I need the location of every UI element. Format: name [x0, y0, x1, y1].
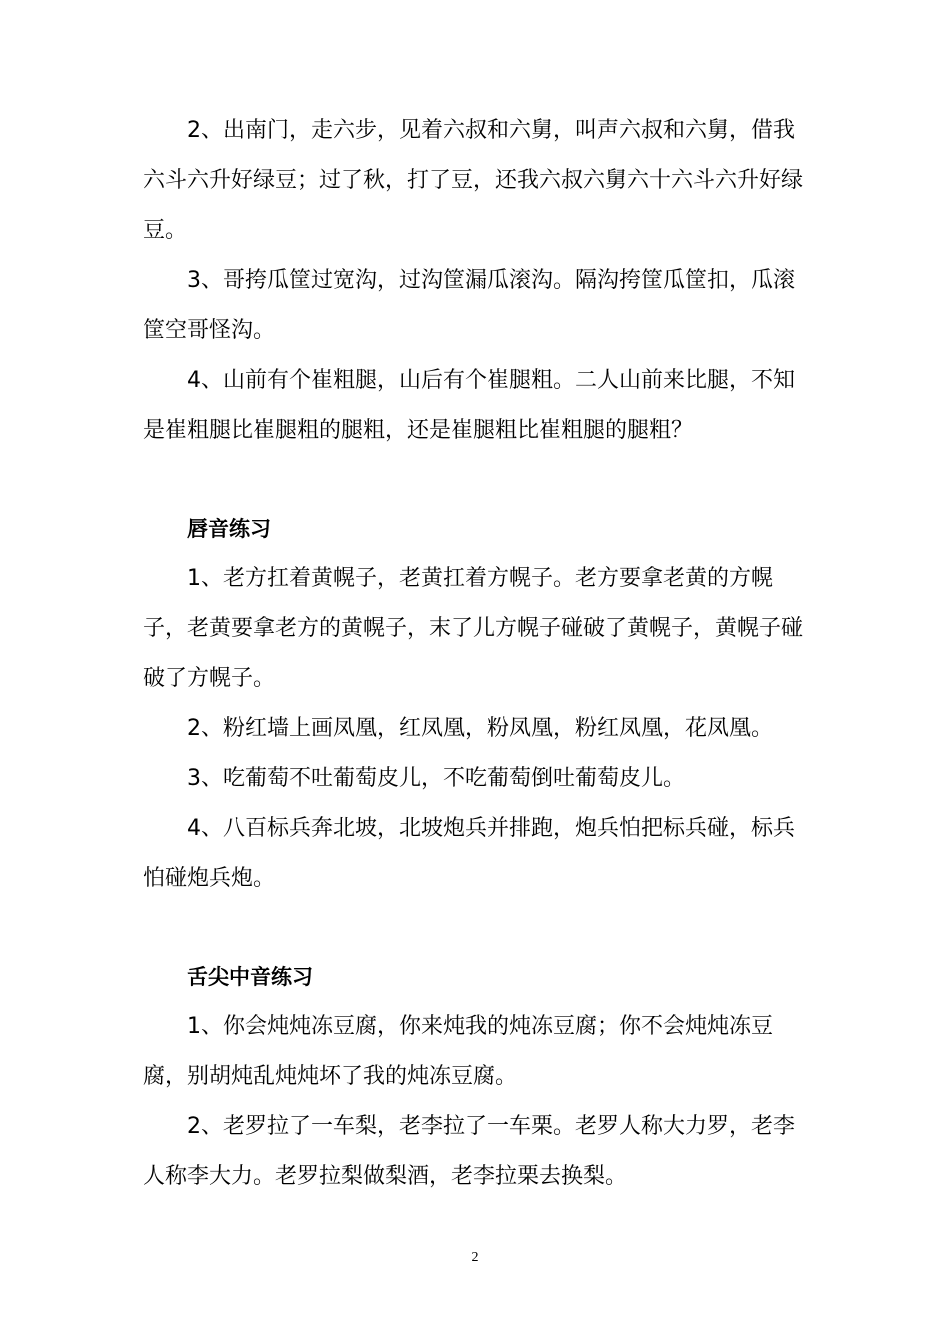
tongue-twister-paragraph: 4、山前有个崔粗腿，山后有个崔腿粗。二人山前来比腿，不知是崔粗腿比崔腿粗的腿粗，还是崔腿粗比崔粗腿的腿粗？: [143, 368, 795, 443]
tongue-twister-paragraph: 2、老罗拉了一车梨，老李拉了一车栗。老罗人称大力罗，老李人称李大力。老罗拉梨做梨酒，老李拉栗去换梨。: [143, 1114, 795, 1189]
tongue-twister-paragraph: 4、八百标兵奔北坡，北坡炮兵并排跑，炮兵怕把标兵碰，标兵怕碰炮兵炮。: [143, 816, 795, 891]
tongue-twister-paragraph: 3、吃葡萄不吐葡萄皮儿，不吃葡萄倒吐葡萄皮儿。: [187, 766, 685, 791]
page-content: [143, 106, 813, 1202]
section-spacer: [143, 904, 813, 952]
tongue-twister-paragraph: 2、出南门，走六步，见着六叔和六舅，叫声六叔和六舅，借我六斗六升好绿豆；过了秋，打了豆，还我六叔六舅六十六斗六升好绿豆。: [143, 118, 804, 243]
section-heading-alveolar: 舌尖中音练习: [187, 965, 313, 989]
section-heading-labial: 唇音练习: [187, 517, 271, 541]
section-spacer: [143, 456, 813, 504]
page-number: 2: [471, 1250, 479, 1265]
tongue-twister-paragraph: 3、哥挎瓜筐过宽沟，过沟筐漏瓜滚沟。隔沟挎筐瓜筐扣，瓜滚筐空哥怪沟。: [143, 268, 795, 343]
tongue-twister-paragraph: 1、你会炖炖冻豆腐，你来炖我的炖冻豆腐；你不会炖炖冻豆腐，别胡炖乱炖炖坏了我的炖冻豆腐。: [143, 1014, 773, 1089]
tongue-twister-paragraph: 2、粉红墙上画凤凰，红凤凰，粉凤凰，粉红凤凰，花凤凰。: [187, 716, 773, 741]
tongue-twister-paragraph: 1、老方扛着黄幌子，老黄扛着方幌子。老方要拿老黄的方幌子，老黄要拿老方的黄幌子，末了儿方幌子碰破了黄幌子，黄幌子碰破了方幌子。: [143, 566, 804, 691]
